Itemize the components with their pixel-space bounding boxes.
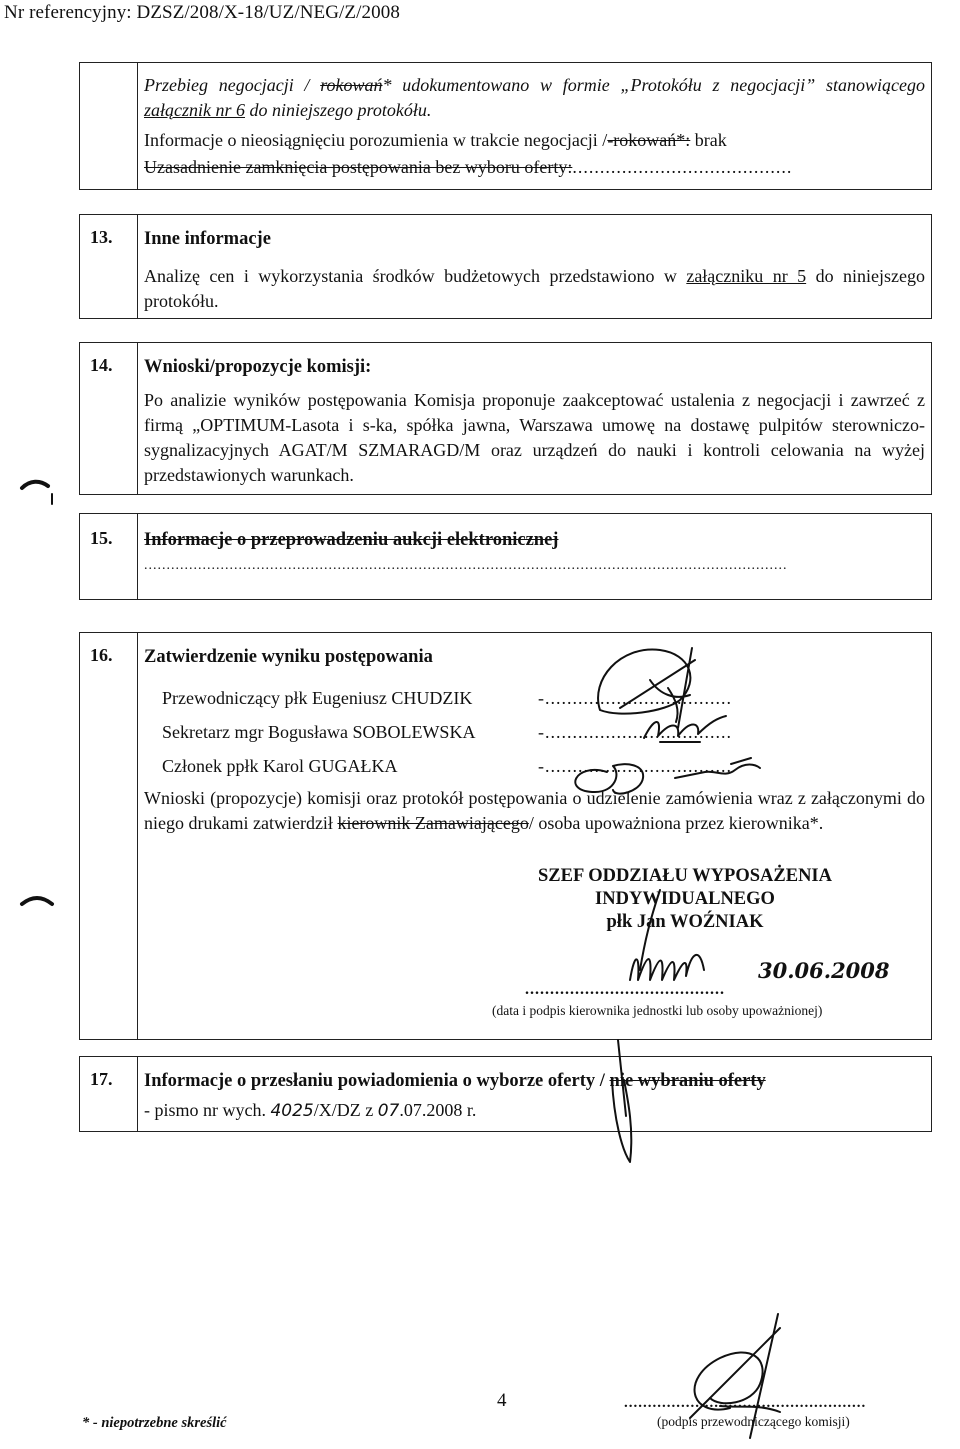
stamp-line: SZEF ODDZIAŁU WYPOSAŻENIA — [537, 866, 832, 886]
section-13-box — [79, 214, 932, 319]
negotiation-record-text — [144, 73, 925, 123]
struck-text: -rokowań*: — [607, 130, 691, 150]
text-part: * udokumentowano w formie „Protokółu z negocjacji” stanowiącego — [382, 75, 926, 95]
member-label: Przewodniczący płk Eugeniusz CHUDZIK — [162, 688, 473, 708]
text-part: /X/DZ z — [313, 1100, 378, 1120]
number-column — [80, 215, 138, 318]
section-17-content — [144, 1063, 925, 1124]
section-15-content — [144, 520, 925, 578]
struck-text: Uzasadnienie zamknięcia postępowania bez wyboru oferty: — [144, 157, 573, 177]
handwritten-number: 4025 — [270, 1101, 314, 1121]
approval-date: 30.06.2008 — [758, 958, 890, 983]
approval-text — [144, 786, 925, 836]
signature-line: ................................................... — [624, 1395, 867, 1411]
section-title — [144, 1069, 925, 1094]
section-title: Wnioski/propozycje komisji: — [144, 357, 372, 377]
document-reference: Nr referencyjny: DZSZ/208/X-18/UZ/NEG/Z/2008 — [4, 2, 400, 23]
signature-line: -.................................. — [538, 756, 732, 776]
struck-text: kierownik Zamawiającego — [337, 813, 529, 833]
section-16-box — [79, 632, 932, 1040]
section-12-content — [144, 73, 925, 180]
signature-caption: (podpis przewodniczącego komisji) — [657, 1414, 850, 1429]
member-label: Sekretarz mgr Bogusława SOBOLEWSKA — [162, 722, 476, 742]
closure-justification — [144, 155, 925, 180]
fill-dots: ............................................................................................................................................... — [144, 558, 788, 573]
section-14-box — [79, 342, 932, 495]
text-part: Informacje o nieosiągnięciu porozumienia w trakcie negocjacji / — [144, 130, 608, 150]
number-column — [80, 514, 138, 599]
member-row — [144, 754, 925, 780]
stamp-line: INDYWIDUALNEGO — [595, 889, 775, 909]
number-column — [80, 63, 138, 189]
secretary-signature-icon — [640, 712, 730, 748]
stamp-line: płk Jan WOŹNIAK — [606, 912, 764, 932]
section-12-box — [79, 62, 932, 190]
text-part: Wnioski (propozycje) komisji oraz protokół postępowania o udzielenie zamówienia wraz z załączonymi do niego drukami zatwierdził — [144, 788, 925, 833]
approver-signature-icon — [600, 880, 730, 1170]
commission-members — [144, 686, 925, 780]
section-number: 15. — [90, 528, 113, 548]
number-column — [80, 633, 138, 1039]
text-part: Analizę cen i wykorzystania środków budżetowych przedstawiono w — [144, 266, 687, 286]
signature-line: -.................................. — [538, 722, 732, 742]
number-column — [80, 1057, 138, 1131]
text-part: Przebieg negocjacji / — [144, 75, 321, 95]
handwritten-day: 07 — [377, 1101, 400, 1121]
text-part: Informacje o przesłaniu powiadomienia o wyborze oferty / — [144, 1071, 610, 1091]
section-15-box — [79, 513, 932, 600]
member-label: Członek ppłk Karol GUGAŁKA — [162, 756, 398, 776]
struck-text: nie wybraniu oferty — [609, 1071, 766, 1091]
section-title: Informacje o przeprowadzeniu aukcji elektronicznej — [144, 530, 559, 550]
signature-line: ........................................ — [525, 981, 725, 998]
signature-caption: (data i podpis kierownika jednostki lub osoby upoważnionej) — [492, 1003, 823, 1018]
member-signature-icon — [555, 752, 775, 802]
text-part: do niniejszego protokółu. — [144, 266, 925, 311]
attachment-reference: załącznik nr 6 — [144, 100, 245, 120]
section-17-box — [79, 1056, 932, 1132]
footnote: * - niepotrzebne skreślić — [82, 1415, 227, 1431]
text-part: brak — [690, 130, 727, 150]
struck-text: rokowań — [320, 75, 383, 95]
text-part: - pismo nr wych. — [144, 1100, 271, 1120]
section-number: 17. — [90, 1069, 113, 1089]
fill-dots: ........................................ — [572, 157, 793, 177]
no-agreement-info — [144, 128, 925, 153]
section-14-content — [144, 349, 925, 488]
section-title: Zatwierdzenie wyniku postępowania — [144, 647, 433, 667]
text-part: .07.2008 r. — [399, 1100, 477, 1120]
section-13-content — [144, 221, 925, 314]
letter-reference — [144, 1098, 925, 1124]
member-row — [144, 686, 925, 712]
section-16-content — [144, 639, 925, 836]
section-13-text — [144, 264, 925, 314]
margin-mark-icon — [18, 890, 58, 920]
number-column — [80, 343, 138, 494]
section-number: 16. — [90, 645, 113, 665]
member-row — [144, 720, 925, 746]
text-part: / osoba upoważniona przez kierownika*. — [528, 813, 824, 833]
chairman-footer-signature-icon — [660, 1308, 800, 1448]
text-part: do niniejszego protokółu. — [245, 100, 432, 120]
section-title: Inne informacje — [144, 229, 271, 249]
attachment-reference: załączniku nr 5 — [686, 266, 807, 286]
margin-mark-icon — [18, 470, 58, 530]
signature-line: -.................................. — [538, 688, 732, 708]
commission-proposal-text: Po analizie wyników postępowania Komisja proponuje zaakceptować ustalenia z negocjacji i zawrzeć z firmą „OPTIMUM-Lasota i s-ka, spółka jawna, Warszawa umowę na dostawę pulpitów sterowniczo-sygnalizacyjnych AGAT/M SZMARAGD/M oraz urządzeń do nauki i kontroli celowania na wyżej przedstawionych warunkach. — [144, 390, 925, 485]
section-number: 13. — [90, 227, 113, 247]
page-number: 4 — [497, 1390, 507, 1411]
section-number: 14. — [90, 355, 113, 375]
